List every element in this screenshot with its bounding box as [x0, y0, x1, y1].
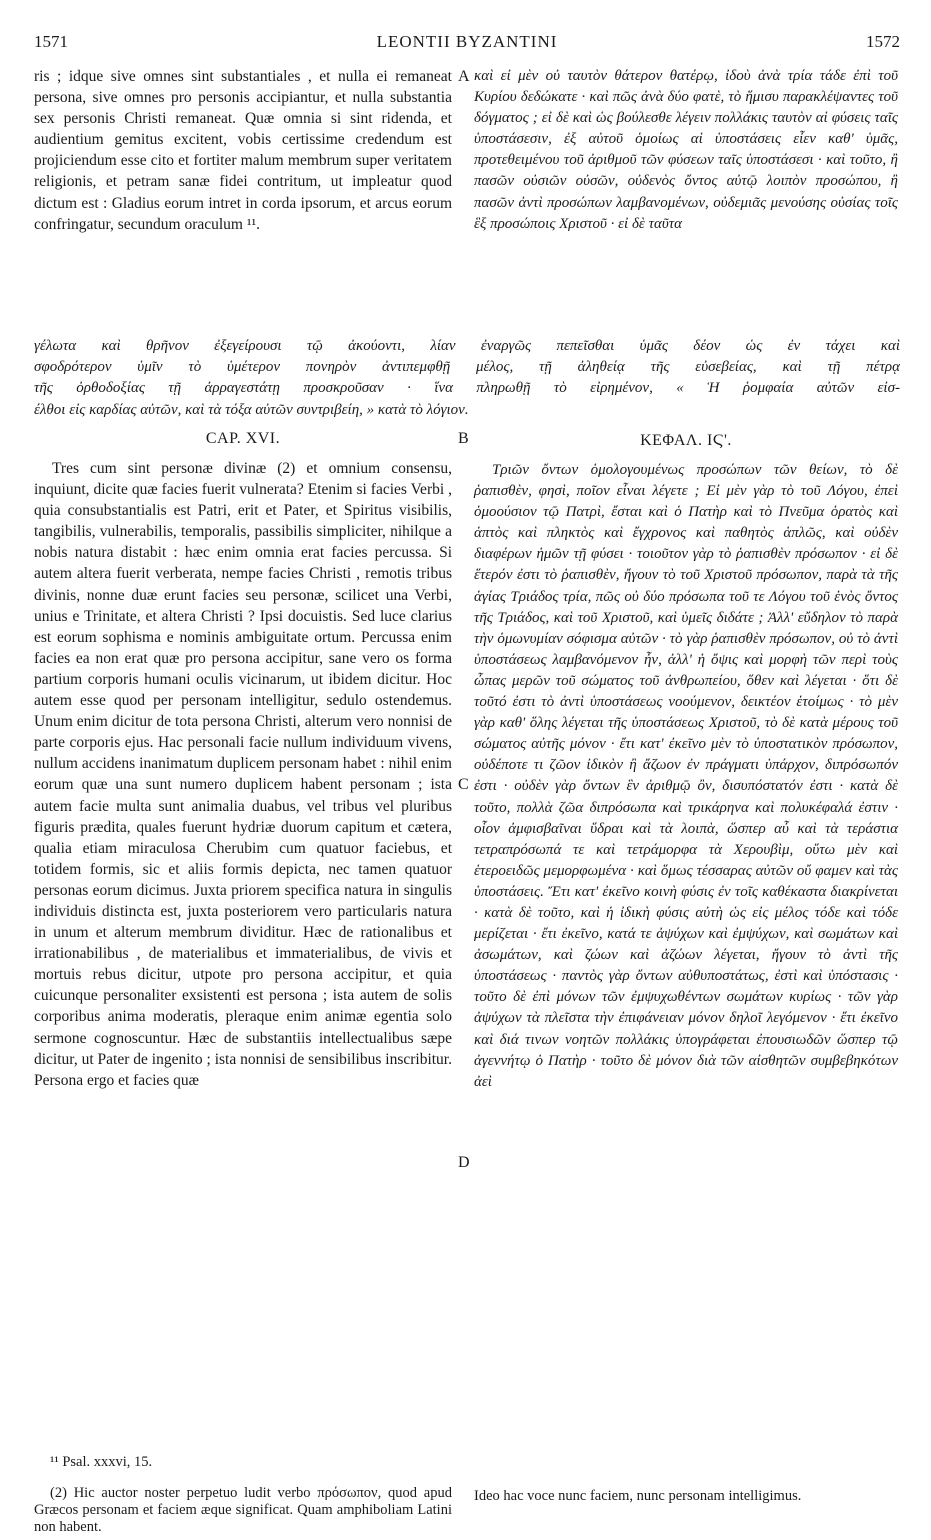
footnote-11: ¹¹ Psal. xxxvi, 15. — [50, 1454, 153, 1470]
margin-letter-b: B — [458, 430, 469, 447]
margin-letter-a: A — [458, 68, 470, 85]
running-header — [34, 28, 900, 56]
latin-column-main — [34, 458, 452, 1091]
greek-chapter-heading-wrap — [474, 432, 898, 450]
latin-body-paragraph: Tres cum sint personæ divinæ (2) et omnium consensu, inquiunt, dicite quæ facies fuerit vulnerata? Etenim si facies Verbi , quia consubstantialis est Patri, erit et Pater, et Spiritus visibilis, tangibilis, vulnerabilis, temporalis, passibilis simpliciter, nihilque a nobis natura distabit : hæc enim omnia erat facies percussa. Si autem altera fuerit verberata, nempe facies Christi , remotis tribus divinis, nonne duæ erunt facies seu personæ, scilicet una Verbi, unius e Trinitate, et altera Christi ? Ipsi docuistis. Sed luce clarius est eorum sophisma e nominis ambiguitate ortum. Percussa enim facies ea non erat quæ pro persona accipitur, sane vero os forma partium corporis humani oculis vicinarum, ut ibidem dicitur. Hoc autem esse quod per personam intelligitur, sedulo ostendemus. Unum enim dicitur de tota persona Christi, alterum vero nonnisi de parte corporis ejus. Hac personali facie nullum individuum vivens, nullum accidens inanimatum duplicem personam habet : nihil enim eorum quæ una sunt numero duplicem habent personam ; ista autem facie multa sunt animalia duabus, vel tribus vel pluribus figuris prædita, quales fuerunt hydriæ duorum capitum et cætera, qualia etiam miraculosa Cherubim cum quatuor faciebus, et totidem formis, sic et aliis formis depicta, nec tamen quatuor personas eorum dicimus. Juxta priorem specifica natura in singulis individuis distincta est, juxta posteriorem vero particularis natura in unum et alterum membrum dividitur. Hæc de rationalibus et irrationabilibus , de materialibus et immaterialibus, de vivis et mortuis rebus dicitur, utpote pro persona accipitur, et quia cuicunque personaliter exsistenti est persona ; ista autem de solis corporibus anima moderatis, pleraque enim animæ egentia solo sermone cognoscuntur. Hæc de substantiis intellectualibus sæpe dicitur, ut Pater de ingenito ; ista nonnisi de sensibilibus inscribitur. Persona ergo et facies quæ — [34, 460, 452, 1089]
greek-full-line: σφοδρότερον ὑμῖν τὸ ὑμέτερον πονηρὸν ἀντιπεμφθῇ μέλος, τῇ ἀληθείᾳ τῆς εὐσεβείας, καὶ τῇ πέτρᾳ — [34, 359, 900, 376]
margin-letter-c: C — [458, 776, 469, 793]
greek-full-width-block — [34, 336, 900, 421]
margin-letter-d: D — [458, 1154, 470, 1171]
greek-column-main — [474, 460, 898, 1093]
page — [34, 28, 900, 1535]
footnote-2: (2) Hic auctor noster perpetuo ludit verbo πρόσωπον, quod apud Græcos personam et faciem æque significat. Quam amphiboliam Latini non habent. — [34, 1485, 452, 1535]
greek-chapter-heading: ΚΕΦΑΛ. ΙϚ'. — [640, 432, 732, 449]
latin-top-paragraph: ris ; idque sive omnes sint substantiales , et nulla ei remaneat persona, sive omnes pro personis accipiantur, et nulla substantia sex personis Christi remaneat. Quæ omnia si sint ridenda, et audientium gemitus excitent, vobis certissime credendum est projiciendum esse cito et fortiter malum membrum super veritatem religionis, et petram sanæ fidei contritum, ut impleatur quod dictum est : Gladius eorum intret in corda ipsorum, et arcus eorum confringatur, secundum oraculum ¹¹. — [34, 68, 452, 233]
greek-full-line: τῆς ὀρθοδοξίας τῇ ἀρραγεστάτῃ προσκροῦσαν · ἵνα πληρωθῇ τὸ εἰρημένον, « Ἡ ῥομφαία αὐτῶν εἰσ- — [34, 380, 900, 397]
greek-top-paragraph: καὶ εἰ μὲν οὐ ταυτὸν θάτερον θατέρῳ, ἰδοὺ ἀνὰ τρία τάδε ἐπὶ τοῦ Κυρίου δεδώκατε · καὶ πῶς ἀνὰ δύο φατὲ, τὸ ἥμισυ παρακλέψαντες τοῦ δόγματος ; εἰ δὲ καὶ ὡς βούλεσθε λέγειν πολλάκις ταυτὸν αἱ φύσεις ταῖς ὑποστάσεσιν, ἐξ αὐτοῦ ὁμοίως αἱ ὑποστάσεις εἶεν καθ' ὑμᾶς, προτεθειμένου τοῦ ἀριθμοῦ τῶν φύσεων ταῖς ὑποστάσεσι · καὶ τοῦτο, ἢ πασῶν οὐσιῶν οὐσῶν, οὐδενὸς ὄντος αὐτῷ λοιπὸν προσώπου, ἢ πασῶν ἀντὶ προσώπων λαμβανομένων, οὐδεμιᾶς μενούσης οὐσίας τοῖς ἓξ προσώποις Χριστοῦ · εἰ δὲ ταῦτα — [474, 68, 898, 232]
column-number-right: 1572 — [866, 32, 900, 51]
greek-column-top — [474, 66, 898, 235]
running-title: LEONTII BYZANTINI — [376, 32, 558, 51]
footnote-continuation: Ideo hac voce nunc faciem, nunc personam intelligimus. — [474, 1488, 802, 1504]
footnotes-right — [474, 1488, 898, 1505]
latin-chapter-heading-wrap — [34, 430, 452, 448]
footnotes-left — [34, 1454, 452, 1536]
latin-chapter-heading: CAP. XVI. — [205, 430, 281, 447]
greek-full-line: έλθοι εἰς καρδίας αὐτῶν, καὶ τὰ τόξα αὐτῶν συντριβείη, » κατὰ τὸ λόγιον. — [34, 401, 469, 418]
column-number-left: 1571 — [34, 32, 68, 51]
greek-full-line: γέλωτα καὶ θρῆνον ἐξεγείρουσι τῷ ἀκούοντι, λίαν ἐναργῶς πεπεῖσθαι ὑμᾶς δέον ὡς ἐν τάχει καὶ — [34, 338, 900, 354]
latin-column-top — [34, 66, 452, 235]
greek-body-paragraph: Τριῶν ὄντων ὁμολογουμένως προσώπων τῶν θείων, τὸ δὲ ῥαπισθὲν, φησὶ, ποῖον εἶναι λέγετε ; Εἰ μὲν γὰρ τὸ τοῦ Λόγου, ἐπεὶ ὁμοούσιον τῷ Πατρὶ, ἔσται καὶ ὁ Πατὴρ καὶ τὸ Πνεῦμα ὁρατὸς καὶ ἁπτὸς καὶ πληκτὸς καὶ ἔγχρονος καὶ παθητὸς ἁπλῶς, καὶ οὐδὲν διαφέρων ἡμῶν τῇ φύσει · τοιοῦτον γὰρ τὸ ῥαπισθὲν πρόσωπον · εἰ δὲ ἕτερόν ἐστι τὸ ῥαπισθὲν, ἤγουν τὸ τοῦ Χριστοῦ πρόσωπον, παρὰ τὰ τῆς ἁγίας Τριάδος τρία, πῶς οὐ δύο πρόσωπα τοῦ τε Λόγου τοῦ ἑνὸς ὄντος τῆς Τριάδος, καὶ τοῦ Χριστοῦ, καὶ ὑμεῖς διδάτε ; Ἀλλ' εὔδηλον τὸ παρὰ τὴν ὁμωνυμίαν σόφισμα αὐτῶν · τὸ γὰρ ῥαπισθὲν πρόσωπον, οὐ τὸ ἀντὶ ὑποστάσεως λαμβανόμενον ἦν, ἀλλ' ἡ ὄψις καὶ μορφὴ τῶν περὶ τοὺς ὦπας μερῶν τοῦ σώματος τοῦ ἀνθρωπείου, ὅθεν καὶ λέγεται · ὅτι δὲ τοῦτό ἐστι τὸ ἀντὶ ὑποστάσεως νοούμενον, δεικτέον ἑτοίμως · τὸ μὲν γὰρ καθ' ὅλης λέγεται τῆς ὑποστάσεως Χριστοῦ, τὸ δὲ κατὰ μέρους τοῦ σώματος αὐτῆς μόνον · ἔτι κατ' ἐκεῖνο μὲν τὸ ὑποστατικὸν πρόσωπον, οὐδέποτε τι ζῶον ἰδικὸν ἢ ἄζωον ἐν πράγματι ὑπάρχον, διπρόσωπόν ἐστι · οὐδὲν γὰρ ὄντων ἓν ἀριθμῷ ὂν, δισυπόστατόν ἐστι · κατὰ δὲ τοῦτο, πολλὰ ζῶα διπρόσωπα καὶ τρικάρηνα καὶ πολυκέφαλά ἐστιν · οἷον ἀμφισβαῖναι ὕδραι καὶ τὰ λοιπὰ, ὥσπερ αὖ καὶ τὰ τεράστια τετραπρόσωπά τε καὶ τετράμορφα τὰ Χερουβὶμ, οὕτω μὲν καὶ ἑτεροειδῶς μεμορφωμένα · καὶ ὅμως τέσσαρας αὐτῶν οὔ φαμεν καὶ τὰς ὑποστάσεις. Ἔτι κατ' ἐκεῖνο κοινὴ φύσις ἐν τοῖς καθέκαστα διακρίνεται · κατὰ δὲ τοῦτο, καὶ ἡ ἰδικὴ φύσις αὐτὴ ὡς εἰς μέλος τόδε καὶ τόδε μερίζεται · ἔτι ἐκεῖνο, κατά τε ἀψύχων καὶ ἐμψύχων, καὶ σωμάτων καὶ ἀσωμάτων, καὶ ζώων καὶ ἀζώων λέγεται, ἤγουν τὸ ἀντὶ τῆς ὑποστάσεως · παντὸς γὰρ ὄντων αὐθυποστάτως, ἐστὶ καὶ ὑπόστασις · τοῦτο δὲ ἐπὶ μόνων τῶν ἐμψυχωθέντων σωμάτων κυρίως · τῶν γὰρ ἀψύχων τὰ πλεῖστα τὴν ἐπιφάνειαν μόνον δηλοῖ λεγόμενον · ἔτι ἐκεῖνο καὶ διά τινων νοητῶν πολλάκις ὑπογράφεται ἐπουσιωδῶν ὥσπερ τῷ ἀγεννήτῳ ὁ Πατὴρ · τοῦτο δὲ μόνον διὰ τῶν αἰσθητῶν συμβεβηκότων ἀεὶ — [474, 462, 898, 1090]
